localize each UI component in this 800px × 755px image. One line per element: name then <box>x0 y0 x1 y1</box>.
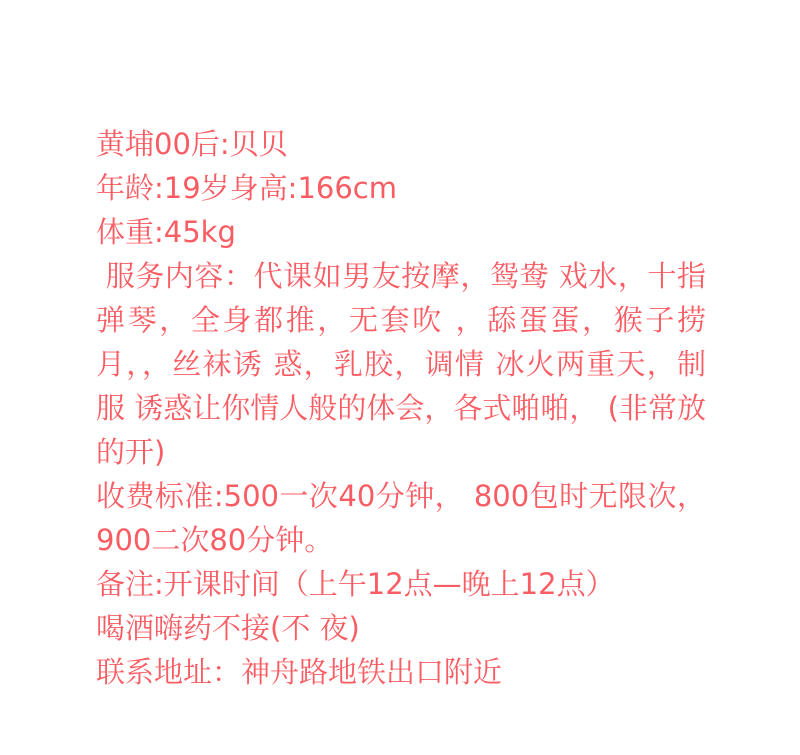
address-line: 联系地址：神舟路地铁出口附近 <box>96 655 503 689</box>
age-height-line: 年龄:19岁身高:166cm <box>96 171 397 205</box>
ad-text-body <box>96 122 706 694</box>
weight-line: 体重:45kg <box>96 215 236 249</box>
title-line: 黄埔00后:贝贝 <box>96 127 288 161</box>
price-block: 收费标准:500一次40分钟， 800包时无限次，900二次80分钟。 <box>96 479 706 557</box>
services-block: 服务内容：代课如男友按摩，鸳鸯 戏水，十指弹琴，全身都推，无套吹 ，舔蛋蛋，猴子捞月，，丝袜诱 惑，乳胶，调情 冰火两重天，制服 诱惑让你情人般的体会，各式啪啪， (非常放的开) <box>96 259 706 469</box>
note-line: 备注:开课时间（上午12点—晚上12点） <box>96 567 615 601</box>
restriction-line: 喝酒嗨药不接(不 夜) <box>96 611 360 645</box>
